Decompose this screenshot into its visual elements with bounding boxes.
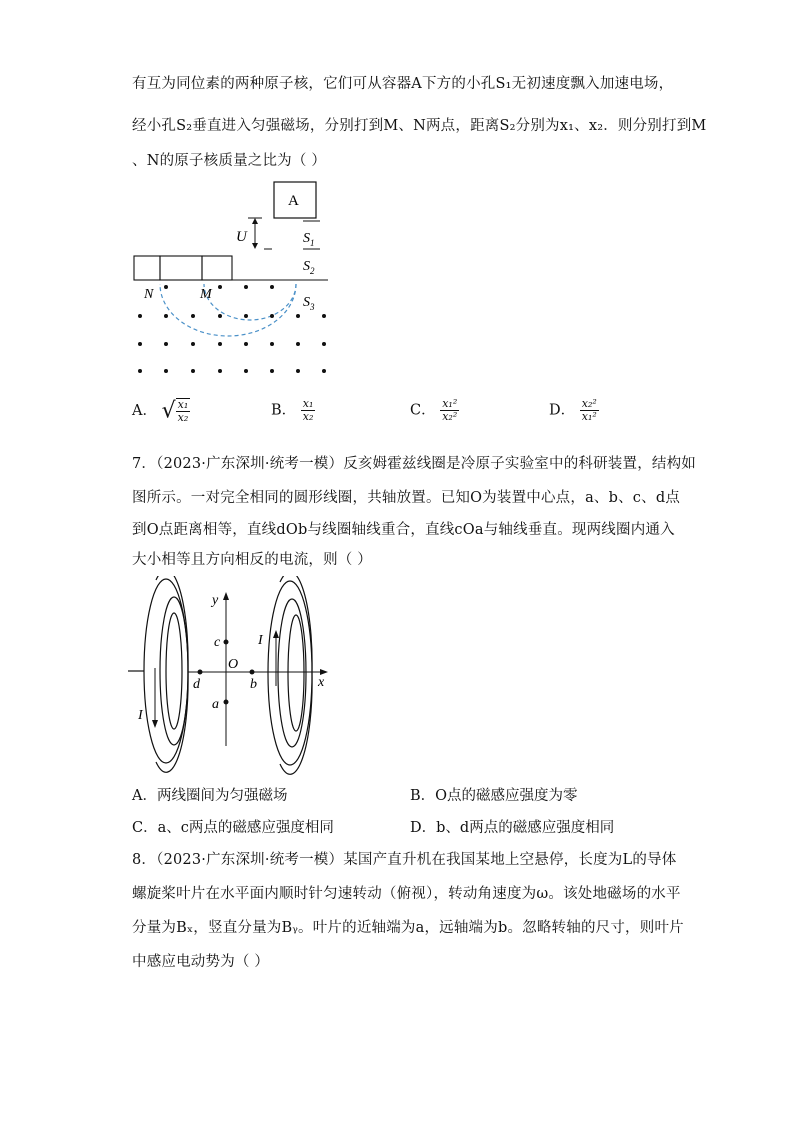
q6-option-a[interactable]: A． √ $\frac{\text{x₁}}{\text{x₂}}$ <box>132 398 189 424</box>
current-i-left-label: I <box>138 708 143 723</box>
q7-option-a[interactable]: A．两线圈间为匀强磁场 <box>132 788 288 804</box>
point-b-label: b <box>250 677 257 692</box>
q8-text-line-1: 8．（2023·广东深圳·统考一模）某国产直升机在我国某地上空悬停，长度为L的导体 <box>132 852 677 868</box>
left-coil <box>128 576 188 772</box>
point-n-label: N <box>144 287 154 302</box>
point-d-label: d <box>193 677 200 692</box>
q6-text-line-3: 、N的原子核质量之比为（ ） <box>132 153 327 169</box>
point-c-label: c <box>214 635 221 650</box>
q8-text-line-3: 分量为Bₓ，竖直分量为Bᵧ。叶片的近轴端为a，远轴端为b。忽略转轴的尺寸，则叶片 <box>132 920 684 936</box>
q6-option-c[interactable]: C． $\frac{\text{x₁²}}{\text{x₂²}}$ <box>410 397 458 423</box>
slit-s3-label: $S_3$ <box>303 295 315 312</box>
q8-text-line-2: 螺旋桨叶片在水平面内顺时针匀速转动（俯视），转动角速度为ω。该处地磁场的水平 <box>132 886 681 902</box>
mass-spectrometer-figure <box>128 178 338 383</box>
anti-helmholtz-coil-figure <box>128 576 338 776</box>
slit-s2-label: $S_2$ <box>303 259 315 276</box>
current-i-right-label: I <box>258 633 263 648</box>
x-axis-label: x <box>318 675 325 690</box>
magnetic-field-dots <box>138 285 326 373</box>
slit-s1-label: $S_1$ <box>303 231 315 248</box>
q6-text-line-1: 有互为同位素的两种原子核，它们可从容器A下方的小孔S₁无初速度飘入加速电场， <box>132 76 674 92</box>
q7-option-b[interactable]: B．O点的磁感应强度为零 <box>410 788 578 804</box>
q6-text-line-2: 经小孔S₂垂直进入匀强磁场，分别打到M、N两点，距离S₂分别为x₁、x₂．则分别打到M <box>132 118 707 134</box>
q7-text-line-4: 大小相等且方向相反的电流，则（ ） <box>132 552 373 568</box>
voltage-u-label: U <box>236 229 247 245</box>
q7-text-line-1: 7．（2023·广东深圳·统考一模）反亥姆霍兹线圈是冷原子实验室中的科研装置，结构如 <box>132 456 696 472</box>
container-a-label: A <box>288 193 299 209</box>
point-a-label: a <box>212 697 219 712</box>
q8-text-line-4: 中感应电动势为（ ） <box>132 954 270 970</box>
origin-o-label: O <box>228 657 239 672</box>
q7-option-c[interactable]: C．a、c两点的磁感应强度相同 <box>132 820 334 836</box>
q7-text-line-2: 图所示。一对完全相同的圆形线圈，共轴放置。已知O为装置中心点，a、b、c、d点 <box>132 490 681 506</box>
point-m-label: M <box>200 287 212 302</box>
q7-text-line-3: 到O点距离相等，直线dOb与线圈轴线重合，直线cOa与轴线垂直。现两线圈内通入 <box>132 522 675 538</box>
q6-option-d[interactable]: D． $\frac{\text{x₂²}}{\text{x₁²}}$ <box>549 397 597 423</box>
right-coil <box>268 576 312 774</box>
y-axis-label: y <box>212 593 219 608</box>
q7-option-d[interactable]: D．b、d两点的磁感应强度相同 <box>410 820 615 836</box>
q6-option-b[interactable]: B． $\frac{\text{x₁}}{\text{x₂}}$ <box>271 397 314 423</box>
